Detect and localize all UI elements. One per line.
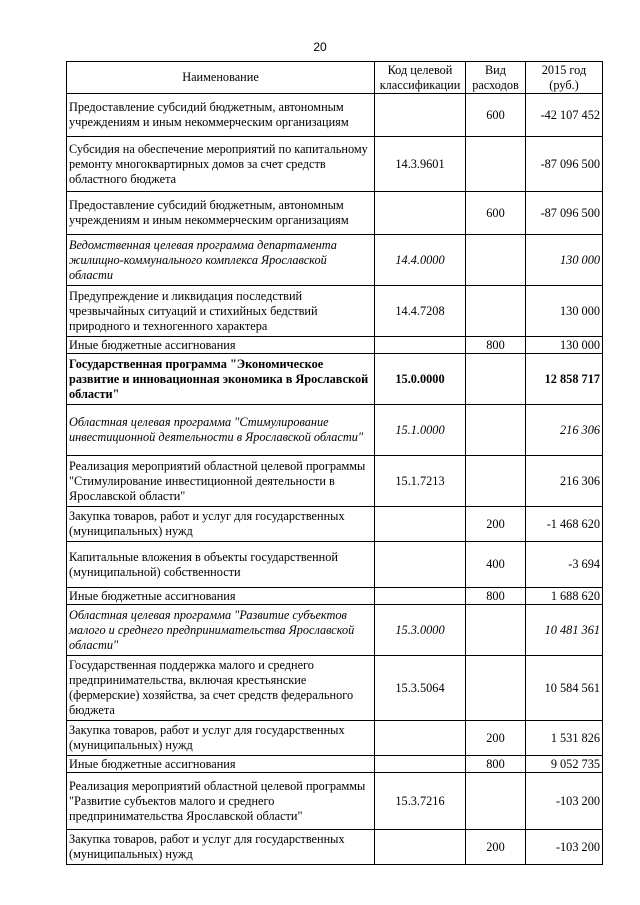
row-name: Предупреждение и ликвидация последствий чрезвычайных ситуаций и стихийных бедствий природного и техногенного характера	[67, 286, 375, 337]
row-name: Предоставление субсидий бюджетным, автономным учреждениям и иным некоммерческим организациям	[67, 94, 375, 137]
table-row	[67, 830, 603, 865]
table-row	[67, 605, 603, 656]
row-code: 15.3.0000	[375, 605, 466, 656]
row-name: Государственная программа "Экономическое развитие и инновационная экономика в Ярославской области"	[67, 354, 375, 405]
row-code: 14.3.9601	[375, 137, 466, 192]
row-amount: -42 107 452	[526, 94, 603, 137]
row-vid: 800	[466, 756, 526, 773]
table-row	[67, 588, 603, 605]
row-code	[375, 94, 466, 137]
table-row	[67, 337, 603, 354]
row-name: Реализация мероприятий областной целевой программы "Стимулирование инвестиционной деятельности в Ярославской области"	[67, 456, 375, 507]
table-row	[67, 354, 603, 405]
table-row	[67, 756, 603, 773]
row-name: Иные бюджетные ассигнования	[67, 588, 375, 605]
table-row	[67, 773, 603, 830]
row-vid	[466, 235, 526, 286]
row-vid: 800	[466, 588, 526, 605]
row-vid: 400	[466, 542, 526, 588]
row-amount: -1 468 620	[526, 507, 603, 542]
table-row	[67, 456, 603, 507]
table-row	[67, 192, 603, 235]
row-name: Иные бюджетные ассигнования	[67, 337, 375, 354]
row-name: Закупка товаров, работ и услуг для государственных (муниципальных) нужд	[67, 830, 375, 865]
row-code	[375, 588, 466, 605]
row-code	[375, 721, 466, 756]
row-amount: -103 200	[526, 773, 603, 830]
table-row	[67, 94, 603, 137]
row-name: Ведомственная целевая программа департамента жилищно-коммунального комплекса Ярославской области	[67, 235, 375, 286]
row-vid	[466, 656, 526, 721]
row-vid	[466, 773, 526, 830]
row-name: Областная целевая программа "Стимулирование инвестиционной деятельности в Ярославской области"	[67, 405, 375, 456]
row-vid	[466, 354, 526, 405]
row-name: Государственная поддержка малого и среднего предпринимательства, включая крестьянские (фермерские) хозяйства, за счет средств федерального бюджета	[67, 656, 375, 721]
row-code	[375, 542, 466, 588]
row-vid: 800	[466, 337, 526, 354]
row-amount: 130 000	[526, 337, 603, 354]
row-vid	[466, 456, 526, 507]
header-name: Наименование	[67, 62, 375, 94]
table-row	[67, 542, 603, 588]
row-code: 15.1.0000	[375, 405, 466, 456]
row-code	[375, 337, 466, 354]
table-body	[67, 94, 603, 865]
table-row	[67, 235, 603, 286]
budget-table	[66, 61, 603, 865]
row-name: Закупка товаров, работ и услуг для государственных (муниципальных) нужд	[67, 507, 375, 542]
table-row	[67, 286, 603, 337]
row-code: 15.3.7216	[375, 773, 466, 830]
table-row	[67, 405, 603, 456]
row-amount: 12 858 717	[526, 354, 603, 405]
row-code	[375, 192, 466, 235]
table-row	[67, 721, 603, 756]
row-vid	[466, 286, 526, 337]
row-vid: 200	[466, 830, 526, 865]
row-amount: 9 052 735	[526, 756, 603, 773]
header-amount: 2015 год (руб.)	[526, 62, 603, 94]
row-amount: 216 306	[526, 405, 603, 456]
row-amount: 216 306	[526, 456, 603, 507]
row-vid	[466, 405, 526, 456]
row-amount: 1 531 826	[526, 721, 603, 756]
row-code: 15.1.7213	[375, 456, 466, 507]
row-name: Областная целевая программа "Развитие субъектов малого и среднего предпринимательства Ярославской области"	[67, 605, 375, 656]
row-name: Предоставление субсидий бюджетным, автономным учреждениям и иным некоммерческим организациям	[67, 192, 375, 235]
row-code: 15.0.0000	[375, 354, 466, 405]
row-code	[375, 756, 466, 773]
row-amount: -103 200	[526, 830, 603, 865]
row-amount: 10 481 361	[526, 605, 603, 656]
row-vid	[466, 605, 526, 656]
row-vid: 200	[466, 721, 526, 756]
table-row	[67, 137, 603, 192]
row-amount: -87 096 500	[526, 137, 603, 192]
row-vid: 600	[466, 94, 526, 137]
table-row	[67, 656, 603, 721]
table-row	[67, 507, 603, 542]
row-vid: 200	[466, 507, 526, 542]
row-amount: 130 000	[526, 235, 603, 286]
row-amount: 1 688 620	[526, 588, 603, 605]
row-vid: 600	[466, 192, 526, 235]
header-code: Код целевой классификации	[375, 62, 466, 94]
header-vid: Вид расходов	[466, 62, 526, 94]
row-name: Капитальные вложения в объекты государственной (муниципальной) собственности	[67, 542, 375, 588]
row-amount: 10 584 561	[526, 656, 603, 721]
page-number: 20	[313, 40, 327, 54]
row-name: Субсидия на обеспечение мероприятий по капитальному ремонту многоквартирных домов за счет средств областного бюджета	[67, 137, 375, 192]
row-code: 14.4.0000	[375, 235, 466, 286]
row-amount: -87 096 500	[526, 192, 603, 235]
row-code: 14.4.7208	[375, 286, 466, 337]
row-code	[375, 507, 466, 542]
row-name: Закупка товаров, работ и услуг для государственных (муниципальных) нужд	[67, 721, 375, 756]
row-code: 15.3.5064	[375, 656, 466, 721]
row-amount: -3 694	[526, 542, 603, 588]
row-name: Реализация мероприятий областной целевой программы "Развитие субъектов малого и среднего предпринимательства Ярославской области"	[67, 773, 375, 830]
row-amount: 130 000	[526, 286, 603, 337]
row-code	[375, 830, 466, 865]
row-name: Иные бюджетные ассигнования	[67, 756, 375, 773]
row-vid	[466, 137, 526, 192]
